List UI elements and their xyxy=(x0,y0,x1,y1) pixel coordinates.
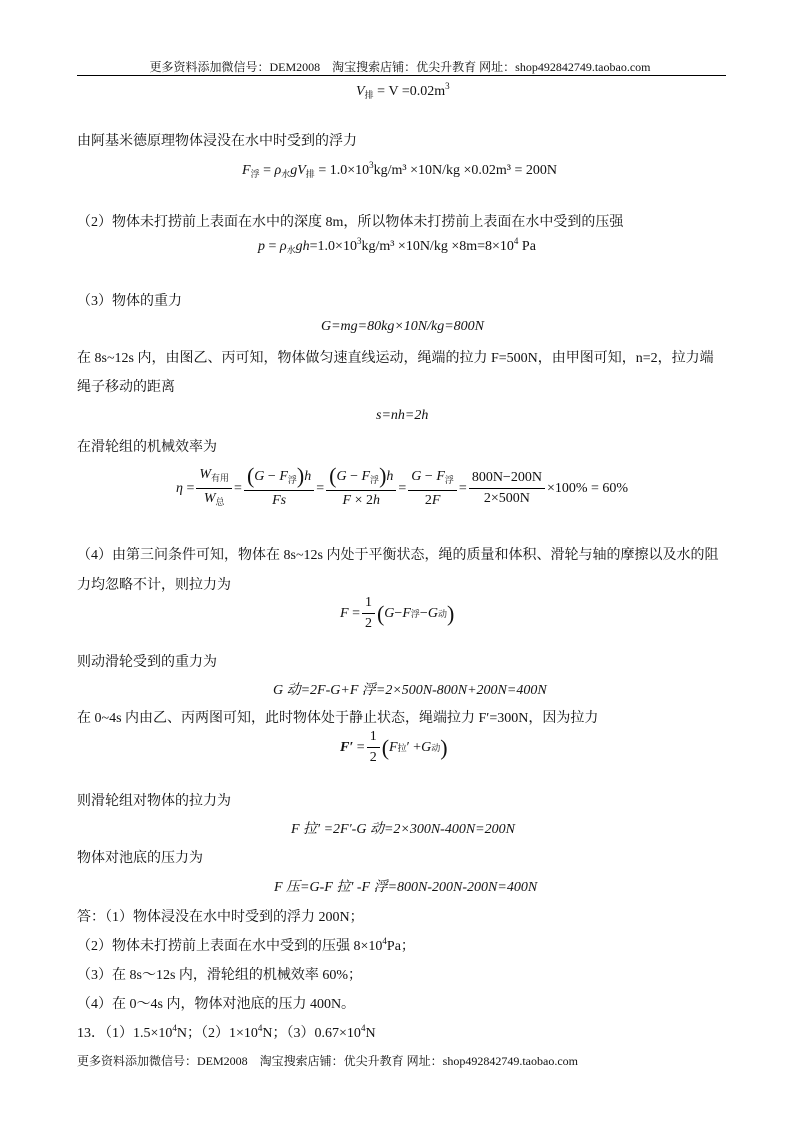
equation-gravity: G=mg=80kg×10N/kg=800N xyxy=(321,319,485,334)
equation-pull-force: F = $\frac{1}{2}$ ( G − F 浮 − G 动 ) xyxy=(340,595,455,631)
text-question-2: （2）物体未打捞前上表面在水中的深度 8m，所以物体未打捞前上表面在水中受到的压强 xyxy=(77,215,624,230)
text-question-3: （3）物体的重力 xyxy=(77,294,182,309)
equation-buoyancy: $F_浮 = \rho_水gV_排 = 1.0\times 10^3kg/m^3 \times 10N/kg \times 0.02m^3 = 200N$ xyxy=(242,160,557,179)
text-8s-12s-a: 在 8s~12s 内，由图乙、丙可知，物体做匀速直线运动，绳端的拉力 F=500N，由甲图可知，n=2，拉力端 xyxy=(77,351,714,366)
eff-denominator: 2×500N xyxy=(483,491,530,506)
answer-13: 13．$(1)1.5\times 10^4N$；$(2)1\times 10^4N$；$(3)0.67\times 10^4N$ xyxy=(77,1023,376,1041)
equation-pulley-weight: G 动=2F-G+F 浮=2×500N-800N+200N=400N xyxy=(273,683,547,698)
equation-pulley-pull: F 拉′ =2F′-G 动=2×300N-400N=200N xyxy=(291,822,515,837)
equation-pull-force-static: F′ = $\frac{1}{2}$ ( F 拉 ′ + G 动 ) xyxy=(340,729,448,765)
answer-1: 答：（1）物体浸没在水中时受到的浮力 200N； xyxy=(77,910,364,925)
eff-numerator: 800N−200N xyxy=(469,469,545,489)
equation-bottom-pressure: F 压=G-F 拉′ -F 浮=800N-200N-200N=400N xyxy=(274,880,538,895)
text-question-4-b: 力均忽略不计，则拉力为 xyxy=(77,578,231,593)
text-pulley-weight: 则动滑轮受到的重力为 xyxy=(77,655,217,670)
text-8s-12s-b: 绳子移动的距离 xyxy=(77,380,175,395)
header-rule xyxy=(77,75,726,76)
text-question-4-a: （4）由第三问条件可知，物体在 8s~12s 内处于平衡状态，绳的质量和体积、滑轮与轴的摩擦以及水的阻 xyxy=(77,548,719,563)
equation-pressure: $p = \rho_水gh=1.0\times 10^3kg/m^3 \times 10N/kg \times 8m=8\times 10^4$ Pa xyxy=(258,236,536,255)
answer-4: （4）在 0～4s 内，物体对池底的压力 400N。 xyxy=(77,997,356,1012)
eq-vpai-rest: = V =0.02m xyxy=(373,84,446,99)
equation-distance: s=nh=2h xyxy=(376,408,429,423)
page-footer: 更多资料添加微信号：DEM2008 淘宝搜索店铺：优尖升教育 网址：shop492842749.taobao.com xyxy=(77,1054,578,1068)
equation-volume: $V_排 = V =0.02m^3$ xyxy=(356,81,450,100)
text-archimedes: 由阿基米德原理物体浸没在水中时受到的浮力 xyxy=(77,134,357,149)
text-bottom-pressure: 物体对池底的压力为 xyxy=(77,851,203,866)
text-pulley-pull: 则滑轮组对物体的拉力为 xyxy=(77,794,231,809)
answer-3: （3）在 8s～12s 内，滑轮组的机械效率 60%； xyxy=(77,968,363,983)
text-0s-4s: 在 0~4s 内由乙、丙两图可知，此时物体处于静止状态，绳端拉力 F′=300N，因为拉力 xyxy=(77,711,599,726)
answer-2: （2）物体未打捞前上表面在水中受到的压强 $8\times 10^4Pa$； xyxy=(77,936,415,954)
equation-efficiency: η = $\frac{W_{有用}}{W_总}$ = $\frac{(G - F_浮)h}{Fs}$ = $\frac{(G - F_浮)h}{F \times 2h}$ = $\frac{G - F_浮}{2F}$ = $\frac{800N-200N}{2\times 500N}$ ×100% = 60% xyxy=(176,463,629,508)
text-efficiency: 在滑轮组的机械效率为 xyxy=(77,440,217,455)
page-header: 更多资料添加微信号：DEM2008 淘宝搜索店铺：优尖升教育 网址：shop492842749.taobao.com xyxy=(149,60,651,74)
